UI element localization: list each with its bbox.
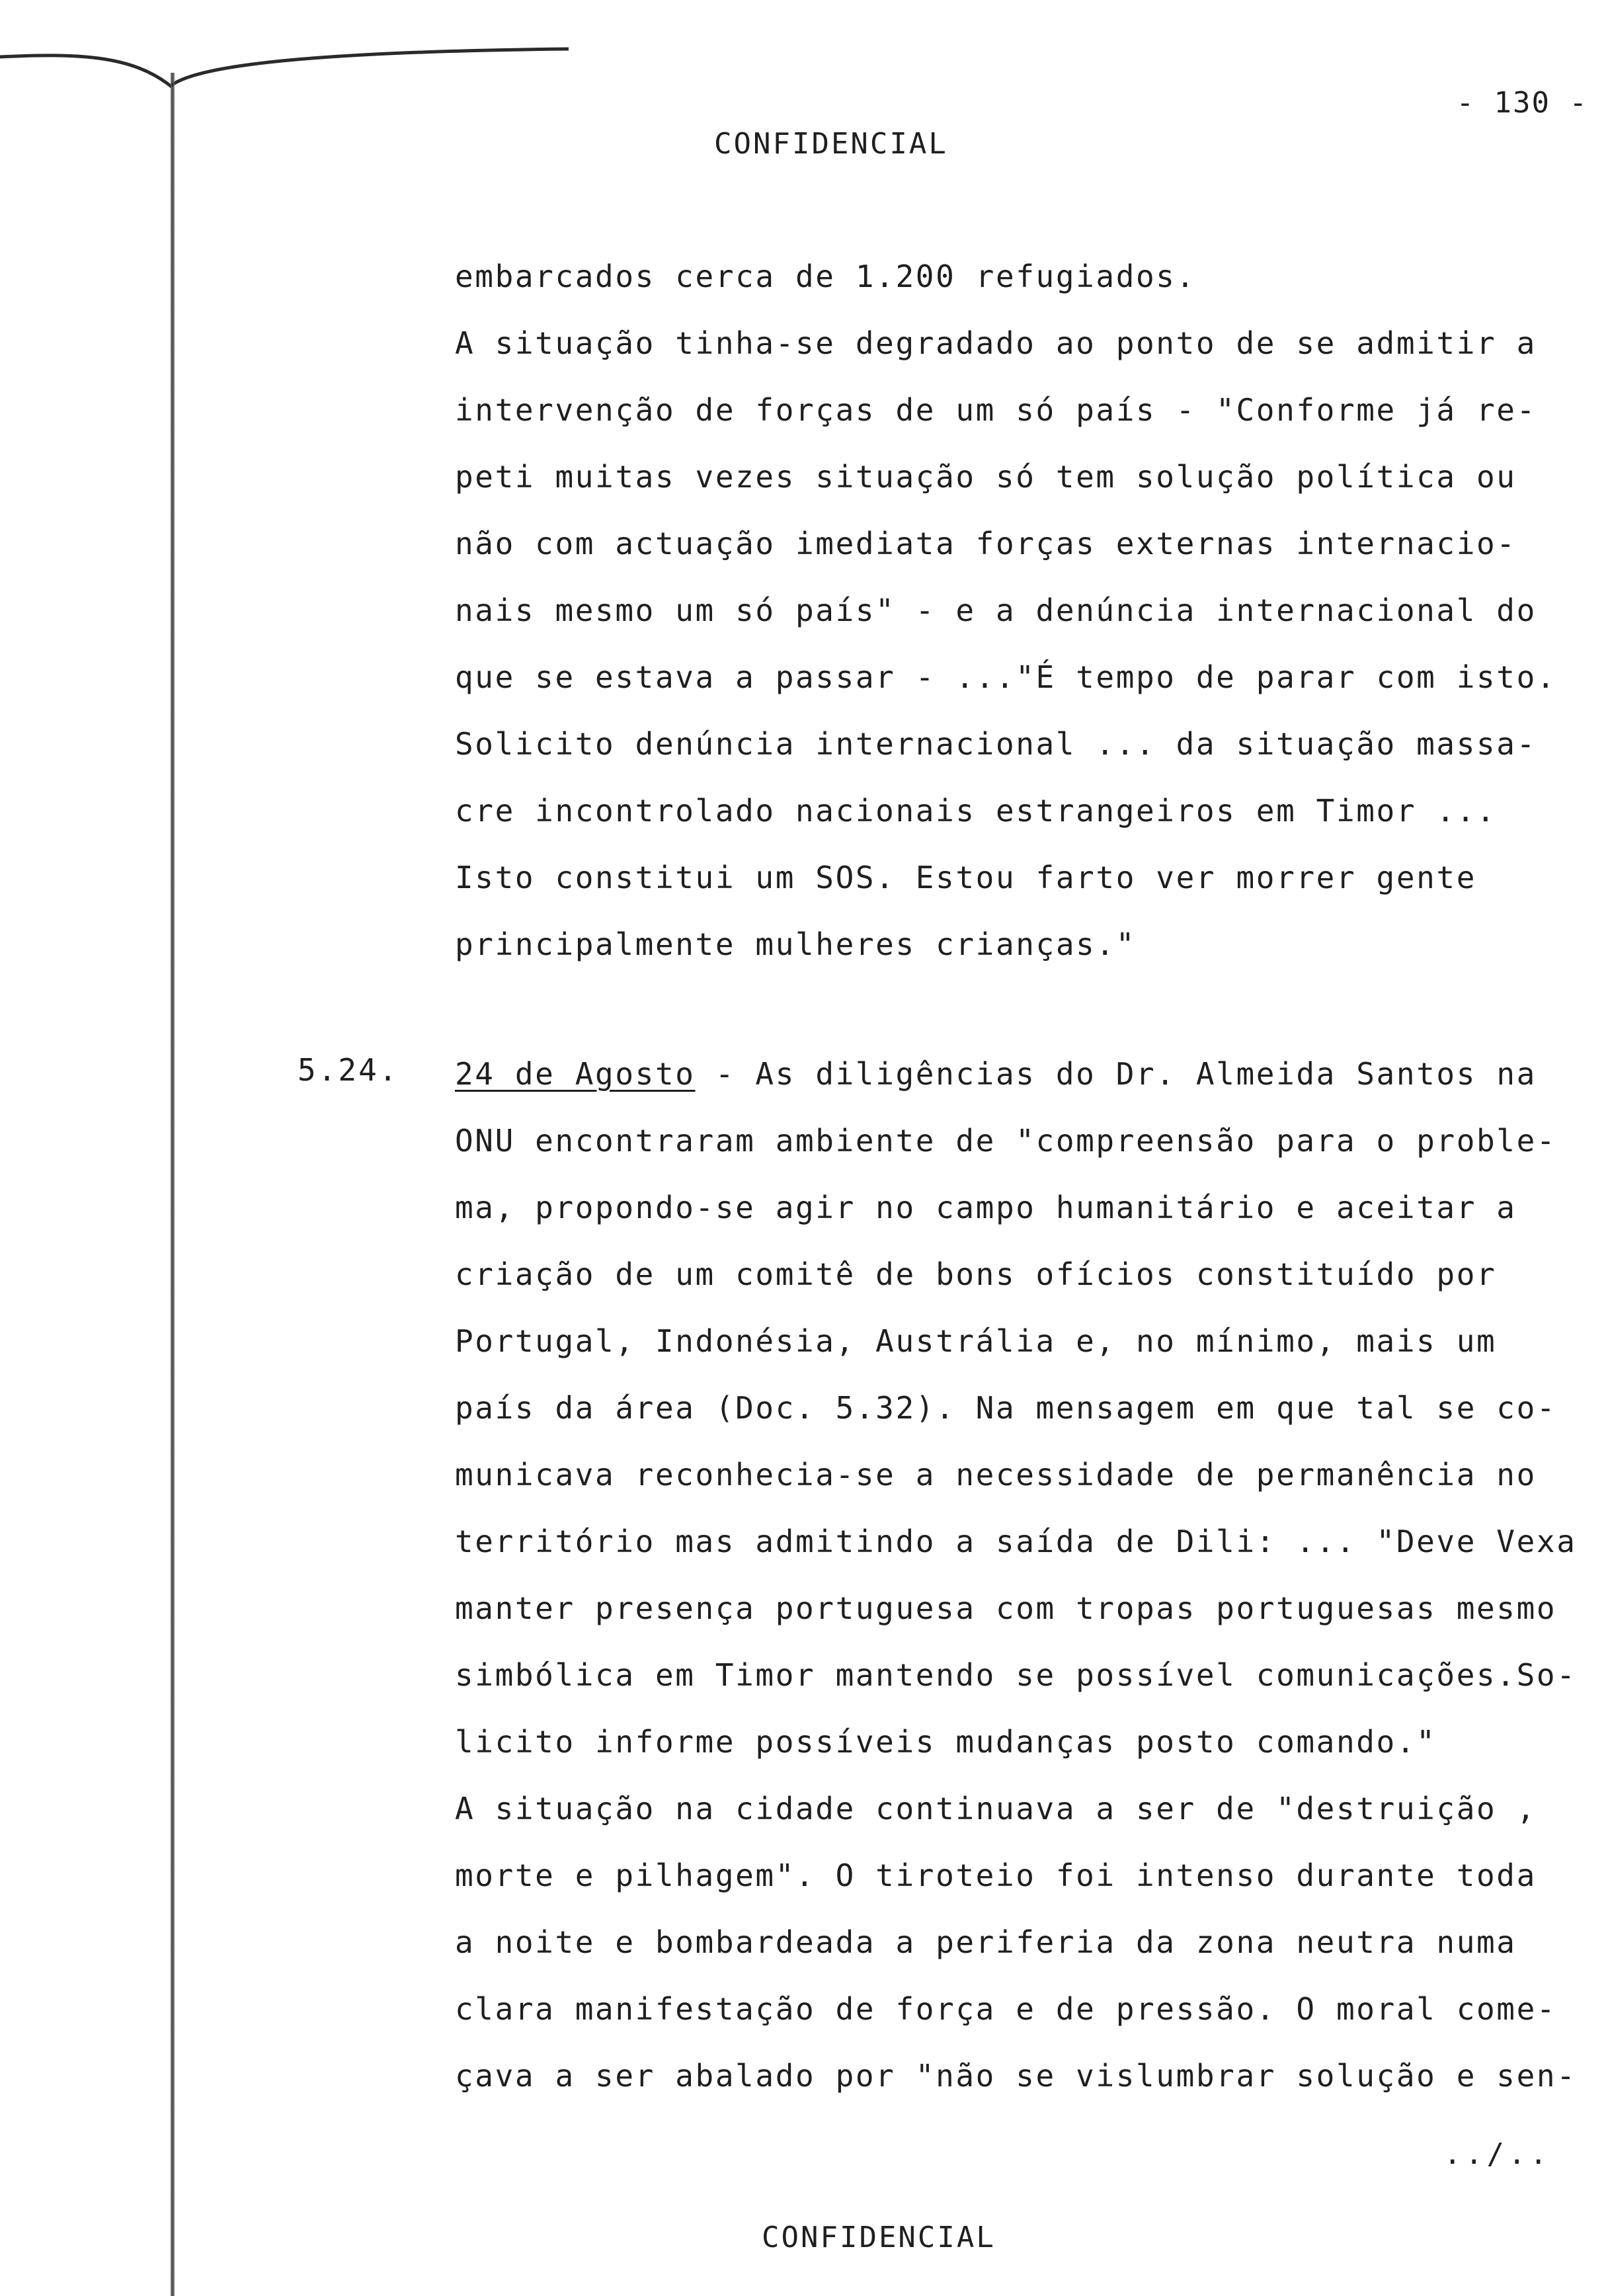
text-line: Portugal, Indonésia, Austrália e, no mínimo, mais um [455, 1323, 1497, 1359]
text-line: criação de um comitê de bons ofícios constituído por [455, 1256, 1497, 1292]
binding-edge-decoration [171, 73, 175, 2296]
text-line: embarcados cerca de 1.200 refugiados. [455, 259, 1196, 294]
continuation-marker: ../.. [1443, 2137, 1551, 2171]
text-line: simbólica em Timor mantendo se possível comunicações.So- [455, 1657, 1577, 1693]
page-number: - 130 - [1456, 86, 1588, 120]
text-line: clara manifestação de força e de pressão. O moral come- [455, 1991, 1557, 2027]
section-date: 24 de Agosto [455, 1056, 696, 1092]
text-line: manter presença portuguesa com tropas portuguesas mesmo [455, 1590, 1557, 1626]
binding-curve-decoration [0, 0, 595, 132]
text-line: ONU encontraram ambiente de "compreensão para o proble- [455, 1123, 1557, 1159]
text-line: A situação na cidade continuava a ser de "destruição , [455, 1791, 1537, 1826]
text-line: Isto constitui um SOS. Estou farto ver morrer gente [455, 860, 1477, 895]
text-line: licito informe possíveis mudanças posto comando." [455, 1724, 1437, 1760]
section-first-line [455, 1041, 1576, 1108]
section-paragraph [455, 1041, 1576, 2110]
text-line: não com actuação imediata forças externas internacio- [455, 526, 1517, 561]
text-line: que se estava a passar - ..."É tempo de parar com isto. [455, 659, 1557, 695]
text-line: Solicito denúncia internacional ... da situação massa- [455, 726, 1537, 762]
text-line: municava reconhecia-se a necessidade de permanência no [455, 1457, 1537, 1493]
text-line: país da área (Doc. 5.32). Na mensagem em que tal se co- [455, 1390, 1557, 1426]
text-line: a noite e bombardeada a periferia da zona neutra numa [455, 1924, 1517, 1960]
text-line: território mas admitindo a saída de Dili: ... "Deve Vexa [455, 1524, 1577, 1559]
text-line: cre incontrolado nacionais estrangeiros em Timor ... [455, 793, 1497, 829]
text-line: A situação tinha-se degradado ao ponto de se admitir a [455, 325, 1537, 361]
text-line: peti muitas vezes situação só tem solução política ou [455, 459, 1517, 495]
text-line: intervenção de forças de um só país - "Conforme já re- [455, 392, 1537, 428]
text-line: nais mesmo um só país" - e a denúncia internacional do [455, 593, 1537, 628]
section-number: 5.24. [298, 1052, 399, 1088]
text-line: principalmente mulheres crianças." [455, 926, 1137, 962]
top-paragraph [455, 243, 1556, 978]
header-confidencial: CONFIDENCIAL [714, 127, 948, 161]
section-first-line-rest: - As diligências do Dr. Almeida Santos na [695, 1056, 1537, 1092]
text-line: ma, propondo-se agir no campo humanitário e aceitar a [455, 1190, 1517, 1225]
text-line: morte e pilhagem". O tiroteio foi intenso durante toda [455, 1858, 1537, 1893]
footer-confidencial: CONFIDENCIAL [762, 2221, 996, 2254]
text-line: çava a ser abalado por "não se vislumbrar solução e sen- [455, 2058, 1577, 2094]
